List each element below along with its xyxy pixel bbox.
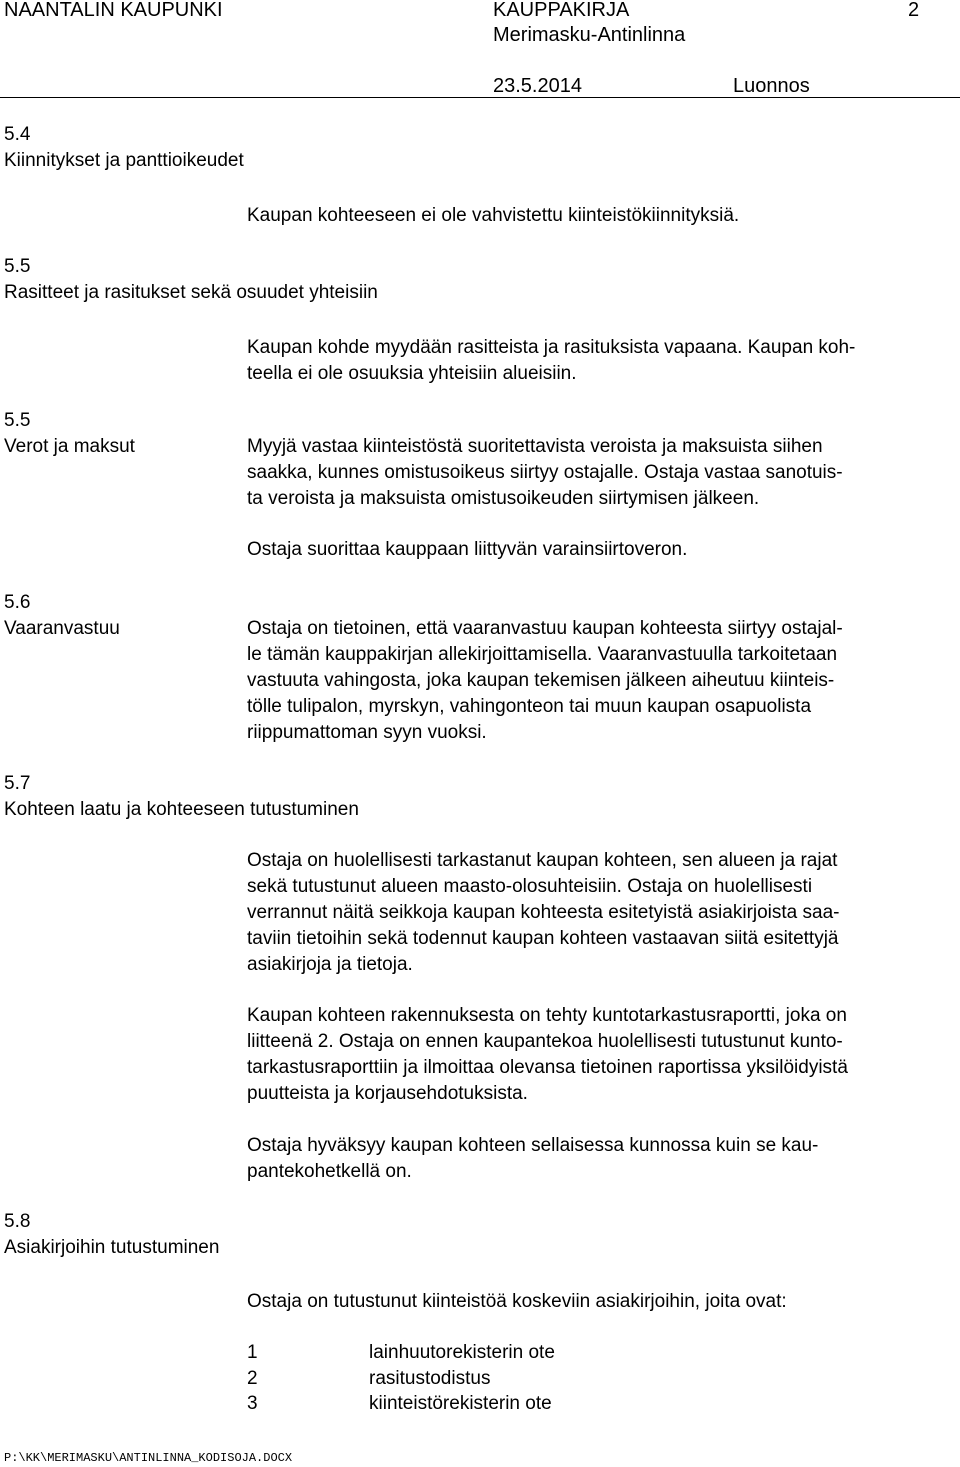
text-line: sekä tutustunut alueen maasto-olosuhteisiin. Ostaja on huolellisesti (247, 876, 813, 897)
text-line: taviin tietoihin sekä todennut kaupan kohteen vastaavan siitä esitettyjä (247, 928, 839, 949)
text-line: pantekohetkellä on. (247, 1161, 412, 1182)
text-line: teella ei ole osuuksia yhteisiin alueisiin. (247, 363, 577, 384)
section-5-7-paragraph-1 (247, 848, 959, 978)
list-item-number: 2 (247, 1368, 258, 1389)
text-line: Ostaja on tutustunut kiinteistöä koskeviin asiakirjoihin, joita ovat: (247, 1291, 787, 1312)
section-5-5-paragraph (247, 335, 959, 387)
section-5-7-paragraph-3 (247, 1133, 959, 1185)
header-org: NAANTALIN KAUPUNKI (4, 0, 223, 21)
text-line: le tämän kauppakirjan allekirjoittamisella. Vaaranvastuulla tarkoitetaan (247, 644, 838, 665)
section-5-4-paragraph (247, 203, 959, 229)
header-doc-type: KAUPPAKIRJA (493, 0, 630, 21)
list-item-number: 1 (247, 1342, 258, 1363)
text-line: Kaupan kohteeseen ei ole vahvistettu kiinteistökiinnityksiä. (247, 205, 740, 226)
header-date: 23.5.2014 (493, 75, 582, 97)
section-5-4-title: Kiinnitykset ja panttioikeudet (4, 150, 244, 171)
text-line: saakka, kunnes omistusoikeus siirtyy ostajalle. Ostaja vastaa sanotuis- (247, 462, 843, 483)
header-subject: Merimasku-Antinlinna (493, 24, 686, 46)
list-item-text: rasitustodistus (369, 1368, 491, 1389)
section-5-7-title: Kohteen laatu ja kohteeseen tutustuminen (4, 799, 359, 820)
section-5-5-title: Rasitteet ja rasitukset sekä osuudet yhteisiin (4, 282, 378, 303)
section-5-5-number: 5.5 (4, 256, 31, 277)
text-line: Ostaja on huolellisesti tarkastanut kaupan kohteen, sen alueen ja rajat (247, 850, 838, 871)
section-5-8-number: 5.8 (4, 1211, 31, 1232)
text-line: vastuuta vahingosta, joka kaupan tekemisen jälkeen aiheutuu kiinteis- (247, 670, 835, 691)
text-line: Kaupan kohteen rakennuksesta on tehty kuntotarkastusraportti, joka on (247, 1005, 847, 1026)
section-5-6-number: 5.6 (4, 592, 31, 613)
text-line: liitteenä 2. Ostaja on ennen kaupantekoa huolellisesti tutustunut kunto- (247, 1031, 843, 1052)
text-line: asiakirjoja ja tietoja. (247, 954, 413, 975)
text-line: riippumattoman syyn vuoksi. (247, 722, 487, 743)
footer-file-path: P:\KK\MERIMASKU\ANTINLINNA_KODISOJA.DOCX (4, 1451, 293, 1465)
list-item-number: 3 (247, 1393, 258, 1414)
section-5-7-paragraph-2 (247, 1003, 959, 1107)
text-line: Ostaja hyväksyy kaupan kohteen sellaisessa kunnossa kuin se kau- (247, 1135, 819, 1156)
list-item-text: lainhuutorekisterin ote (369, 1342, 555, 1363)
section-verot-paragraph-1 (247, 434, 959, 512)
list-item-text: kiinteistörekisterin ote (369, 1393, 552, 1414)
section-5-4-number: 5.4 (4, 124, 31, 145)
section-verot-paragraph-2 (247, 537, 959, 563)
header-page-number: 2 (908, 0, 920, 21)
text-line: Kaupan kohde myydään rasitteista ja rasituksista vapaana. Kaupan koh- (247, 337, 856, 358)
text-line: verrannut näitä seikkoja kaupan kohteesta esitetyistä asiakirjoista saa- (247, 902, 840, 923)
text-line: Ostaja on tietoinen, että vaaranvastuu kaupan kohteesta siirtyy ostajal- (247, 618, 843, 639)
section-5-6-title: Vaaranvastuu (4, 618, 120, 639)
section-5-8-title: Asiakirjoihin tutustuminen (4, 1237, 220, 1258)
header-status: Luonnos (733, 75, 810, 97)
section-verot-number: 5.5 (4, 410, 31, 431)
text-line: tölle tulipalon, myrskyn, vahingonteon tai muun kaupan osapuolista (247, 696, 812, 717)
section-verot-title: Verot ja maksut (4, 436, 135, 457)
text-line: Myyjä vastaa kiinteistöstä suoritettavista veroista ja maksuista siihen (247, 436, 823, 457)
text-line: puutteista ja korjausehdotuksista. (247, 1083, 528, 1104)
section-5-7-number: 5.7 (4, 773, 31, 794)
header-divider (0, 97, 960, 98)
section-5-6-paragraph (247, 616, 959, 746)
text-line: tarkastusraporttiin ja ilmoittaa olevansa tietoinen raportissa yksilöidyistä (247, 1057, 848, 1078)
section-5-8-paragraph (247, 1289, 959, 1315)
text-line: Ostaja suorittaa kauppaan liittyvän varainsiirtoveron. (247, 539, 688, 560)
text-line: ta veroista ja maksuista omistusoikeuden siirtymisen jälkeen. (247, 488, 760, 509)
